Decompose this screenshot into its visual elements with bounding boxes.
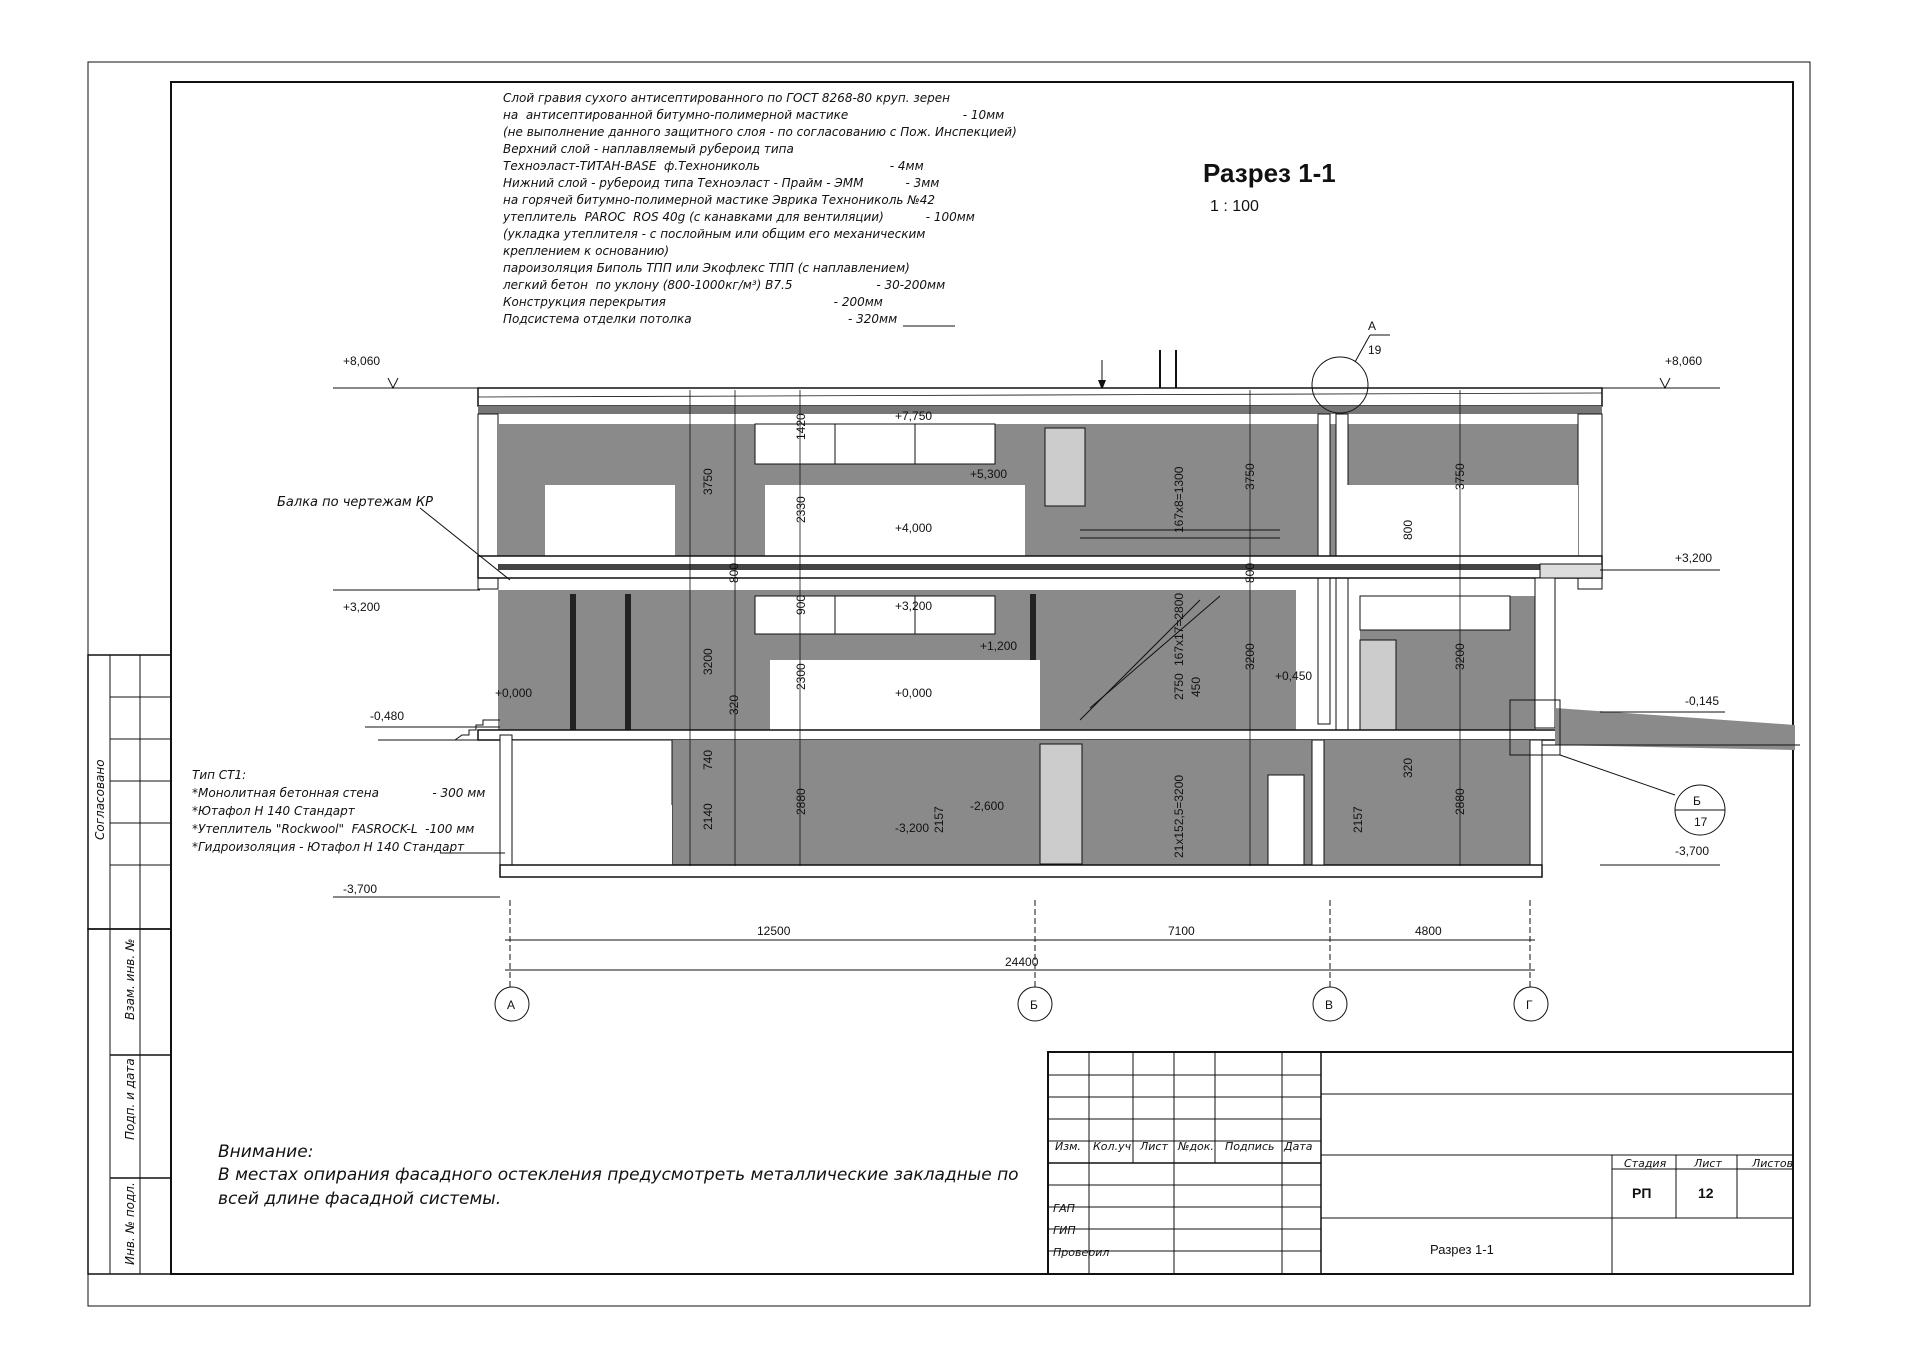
ground-door-right xyxy=(1360,640,1396,730)
beam-note: Балка по чертежам КР xyxy=(277,495,433,510)
level-7750: +7,750 xyxy=(895,409,933,423)
roof-spec-notes xyxy=(502,91,1106,390)
tb-sheets-label: Листов xyxy=(1752,1157,1794,1170)
dim-3750-c: 3750 xyxy=(1453,463,1467,490)
basement-left-wall xyxy=(500,735,512,868)
dim-span-2: 7100 xyxy=(1168,924,1195,938)
tb-stage-label: Стадия xyxy=(1624,1157,1667,1170)
ground-cabinets-right xyxy=(1360,596,1510,630)
tb-col: Изм. xyxy=(1055,1140,1081,1153)
agreed-label: Согласовано xyxy=(93,759,107,840)
spec-line: Верхний слой - наплавляемый рубероид типа xyxy=(503,142,794,156)
tb-row-gap: ГАП xyxy=(1053,1202,1075,1215)
dim-2157-a: 2157 xyxy=(932,806,946,833)
tb-row-gip: ГИП xyxy=(1053,1224,1076,1237)
dim-stair-mid: 167x17=2800 xyxy=(1172,592,1186,666)
callout-b-letter: Б xyxy=(1693,794,1701,808)
level-3700-right: -3,700 xyxy=(1675,844,1710,858)
upper-door xyxy=(1045,428,1085,506)
inv-label: Инв. № подл. xyxy=(123,1182,137,1265)
level-3700-left: -3,700 xyxy=(343,882,378,896)
wall-type-line: *Утеплитель "Rockwool" FASROCK-L -100 мм xyxy=(192,822,475,836)
spec-line: Нижний слой - рубероид типа Техноэласт - Прайм - ЭММ - 3мм xyxy=(503,176,940,190)
building-section xyxy=(378,350,1800,877)
basement-stair-door xyxy=(1040,744,1082,864)
dim-2140: 2140 xyxy=(701,803,715,830)
section-title: Разрез 1-1 xyxy=(1203,158,1336,188)
dim-stair-450: 450 xyxy=(1189,676,1203,697)
tb-sheet-label: Лист xyxy=(1694,1157,1722,1170)
level-5300: +5,300 xyxy=(970,467,1008,481)
dim-800-b: 800 xyxy=(1243,562,1257,583)
level-0450: +0,450 xyxy=(1275,669,1313,683)
dim-span-3: 4800 xyxy=(1415,924,1442,938)
dim-3200-c: 3200 xyxy=(1453,643,1467,670)
level-8060-left: +8,060 xyxy=(343,354,381,368)
dim-3750-b: 3750 xyxy=(1243,463,1257,490)
ground-cabinets xyxy=(755,596,995,634)
level-3200-right: +3,200 xyxy=(1675,551,1713,565)
sign-date-label: Подп. и дата xyxy=(123,1058,137,1140)
spec-line: (укладка утеплителя - с послойным или общим его механическим xyxy=(503,227,926,241)
basement-door xyxy=(1268,775,1304,865)
roof-slab xyxy=(478,388,1602,406)
wall-type-notes xyxy=(192,768,505,854)
dim-3200-a: 3200 xyxy=(701,648,715,675)
dim-320-b: 320 xyxy=(1401,757,1415,778)
basement-slab xyxy=(500,865,1542,877)
dim-3200-b: 3200 xyxy=(1243,643,1257,670)
tb-row-checked: Проверил xyxy=(1053,1246,1110,1259)
level-0000-mid: +0,000 xyxy=(895,686,933,700)
dim-total: 24400 xyxy=(1005,955,1039,969)
section-scale: 1 : 100 xyxy=(1210,198,1259,215)
horizontal-dims xyxy=(505,900,1535,990)
spec-line: Конструкция перекрытия - 200мм xyxy=(503,295,883,309)
tb-stage: РП xyxy=(1632,1185,1652,1201)
roof-structure xyxy=(478,406,1602,414)
attention-title: Внимание: xyxy=(218,1142,314,1162)
callout-a-sheet: 19 xyxy=(1368,343,1382,357)
upper-cabinets xyxy=(755,424,995,464)
dim-span-1: 12500 xyxy=(757,924,791,938)
level-8060-right: +8,060 xyxy=(1665,354,1703,368)
tb-drawing-name: Разрез 1-1 xyxy=(1430,1242,1494,1257)
dim-800-a: 800 xyxy=(727,562,741,583)
level-minus-2600: -2,600 xyxy=(970,799,1005,813)
spec-line: легкий бетон по уклону (800-1000кг/м³) B7.5 - 30-200мм xyxy=(503,278,946,292)
axis-g: Г xyxy=(1526,998,1533,1012)
dim-stair-lower: 21x152,5=3200 xyxy=(1172,774,1186,858)
spec-line: утеплитель PAROC ROS 40g (с канавками для вентиляции) - 100мм xyxy=(503,210,975,224)
tb-col: Подпись xyxy=(1225,1140,1275,1153)
callout-a-letter: А xyxy=(1368,319,1377,333)
tb-sheet: 12 xyxy=(1698,1185,1714,1201)
tb-col: Дата xyxy=(1284,1140,1313,1153)
dim-2330: 2330 xyxy=(794,496,808,523)
level-4000: +4,000 xyxy=(895,521,933,535)
upper-window-3 xyxy=(1340,485,1578,556)
dim-2157-b: 2157 xyxy=(1351,806,1365,833)
dim-3750-a: 3750 xyxy=(701,468,715,495)
dim-320-a: 320 xyxy=(727,694,741,715)
attention-line: всей длине фасадной системы. xyxy=(218,1189,502,1209)
upper-window-1 xyxy=(545,485,675,556)
level-minus-3200: -3,200 xyxy=(895,821,930,835)
level-0000-left: +0,000 xyxy=(495,686,533,700)
dim-1420: 1420 xyxy=(794,413,808,440)
callout-b-sheet: 17 xyxy=(1694,815,1708,829)
level-0145: -0,145 xyxy=(1685,694,1720,708)
axis-bubbles xyxy=(495,987,1548,1021)
axis-b: Б xyxy=(1030,998,1038,1012)
side-stamp xyxy=(88,655,171,1274)
ground-slab xyxy=(478,730,1558,740)
spec-line: Техноэласт-ТИТАН-BASE ф.Технониколь - 4мм xyxy=(503,159,924,173)
dim-900: 900 xyxy=(794,594,808,615)
level-3200-mid: +3,200 xyxy=(895,599,933,613)
spec-line: креплением к основанию) xyxy=(503,244,670,258)
spec-line: Слой гравия сухого антисептированного по ГОСТ 8268-80 круп. зерен xyxy=(503,91,950,105)
dim-stair-upper: 167x8=1300 xyxy=(1172,466,1186,533)
dim-2880-b: 2880 xyxy=(1453,788,1467,815)
tb-col: №док. xyxy=(1178,1140,1214,1153)
dim-740: 740 xyxy=(701,749,715,770)
spec-line: на антисептированной битумно-полимерной мастике - 10мм xyxy=(503,108,1005,122)
spec-line: Подсистема отделки потолка - 320мм xyxy=(503,312,898,326)
dim-2300: 2300 xyxy=(794,663,808,690)
spec-line: пароизоляция Биполь ТПП или Экофлекс ТПП (с наплавлением) xyxy=(503,261,910,275)
spec-line: (не выполнение данного защитного слоя - по согласованию с Пож. Инспекцией) xyxy=(503,125,1017,139)
axis-v: В xyxy=(1325,998,1334,1012)
wall-type-line: *Монолитная бетонная стена - 300 мм xyxy=(192,786,486,800)
replace-inv-label: Взам. инв. № xyxy=(123,938,137,1020)
tb-col: Кол.уч xyxy=(1093,1140,1132,1153)
level-1200: +1,200 xyxy=(980,639,1018,653)
level-0480: -0,480 xyxy=(370,709,405,723)
ground-right-wall xyxy=(1535,578,1555,728)
dim-2880-a: 2880 xyxy=(794,788,808,815)
dim-800-c: 800 xyxy=(1401,519,1415,540)
basement-right-wall xyxy=(1530,740,1542,870)
tb-col: Лист xyxy=(1140,1140,1168,1153)
axis-a: А xyxy=(507,998,516,1012)
wall-type-line: *Ютафол Н 140 Стандарт xyxy=(192,804,355,818)
wall-type-line: *Гидроизоляция - Ютафол Н 140 Стандарт xyxy=(192,840,465,854)
dim-stair-mid2: 2750 xyxy=(1172,673,1186,700)
spec-line: на горячей битумно-полимерной мастике Эврика Технониколь №42 xyxy=(503,193,936,207)
wall-type-line: Тип СТ1: xyxy=(192,768,247,782)
title-block xyxy=(1048,1052,1793,1274)
level-3200-left: +3,200 xyxy=(343,600,381,614)
attention-line: В местах опирания фасадного остекления предусмотреть металлические закладные по xyxy=(218,1165,1019,1185)
